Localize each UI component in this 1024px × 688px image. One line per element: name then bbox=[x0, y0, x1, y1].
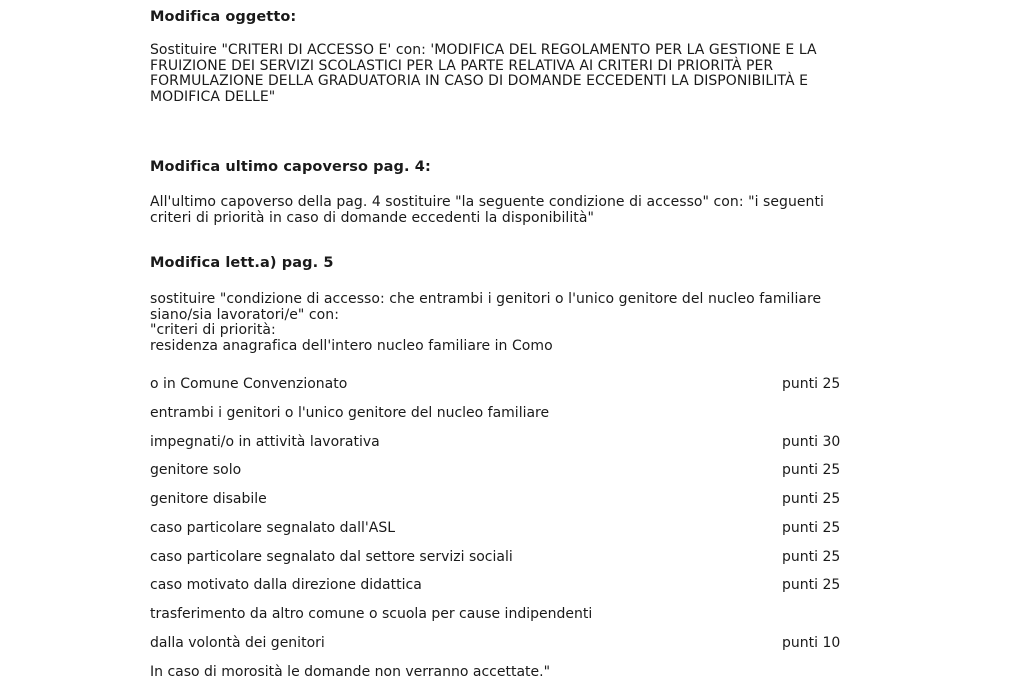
criterion-label: entrambi i genitori o l'unico genitore del nucleo familiare bbox=[150, 405, 550, 421]
criterion-label: impegnati/o in attività lavorativa bbox=[150, 434, 380, 450]
criterion-label: o in Comune Convenzionato bbox=[150, 376, 348, 392]
heading-modifica-oggetto: Modifica oggetto: bbox=[150, 9, 297, 25]
criterion-points: punti 25 bbox=[782, 462, 841, 478]
criterion-label: caso particolare segnalato dall'ASL bbox=[150, 520, 396, 536]
criterion-points: punti 25 bbox=[782, 577, 841, 593]
criterion-points: punti 25 bbox=[782, 491, 841, 507]
paragraph-modifica-oggetto: Sostituire "CRITERI DI ACCESSO E' con: 'MODIFICA DEL REGOLAMENTO PER LA GESTIONE E LA FRUIZIONE DEI SERVIZI SCOLASTICI PER LA PARTE RELATIVA AI CRITERI DI PRIORITÀ PER FORMULAZIONE DELLA GRADUATORIA IN CASO DI DOMANDE ECCEDENTI LA DISPONIBILITÀ E MODIFICA DELLE" bbox=[150, 42, 817, 105]
criterion-label: genitore disabile bbox=[150, 491, 267, 507]
closing-note: In caso di morosità le domande non verranno accettate." bbox=[150, 664, 551, 680]
criterion-points: punti 25 bbox=[782, 520, 841, 536]
criterion-label: caso particolare segnalato dal settore servizi sociali bbox=[150, 549, 513, 565]
criterion-label: caso motivato dalla direzione didattica bbox=[150, 577, 422, 593]
criterion-label: genitore solo bbox=[150, 462, 242, 478]
criterion-points: punti 25 bbox=[782, 376, 841, 392]
paragraph-modifica-lett-a: sostituire "condizione di accesso: che entrambi i genitori o l'unico genitore del nucleo familiare siano/sia lavoratori/e" con: "criteri di priorità: residenza anagrafica dell'intero nucleo familiare in Como bbox=[150, 291, 822, 354]
heading-modifica-lett-a: Modifica lett.a) pag. 5 bbox=[150, 255, 334, 271]
criterion-points: punti 25 bbox=[782, 549, 841, 565]
paragraph-modifica-ultimo-capoverso: All'ultimo capoverso della pag. 4 sostituire "la seguente condizione di accesso" con: "i seguenti criteri di priorità in caso di domande eccedenti la disponibilità" bbox=[150, 194, 824, 226]
heading-modifica-ultimo-capoverso: Modifica ultimo capoverso pag. 4: bbox=[150, 159, 431, 175]
criterion-points: punti 10 bbox=[782, 635, 841, 651]
criterion-points: punti 30 bbox=[782, 434, 841, 450]
criterion-label: trasferimento da altro comune o scuola per cause indipendenti bbox=[150, 606, 593, 622]
criterion-label: dalla volontà dei genitori bbox=[150, 635, 325, 651]
